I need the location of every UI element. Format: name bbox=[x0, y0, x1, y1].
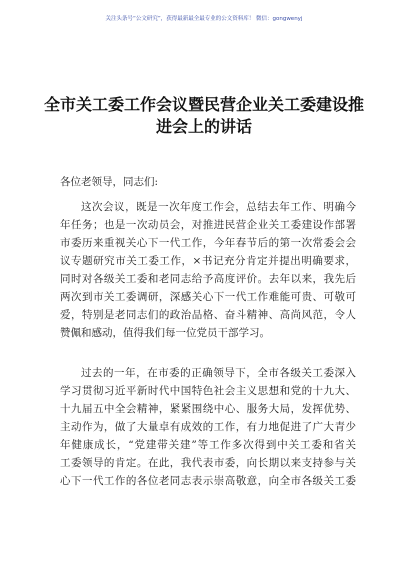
paragraph-line: 学习贯彻习近平新时代中国特色社会主义思想和党的十九大、 bbox=[60, 385, 356, 397]
paragraph-2 bbox=[60, 364, 356, 490]
paragraph-line: 市委历来重视关心下一代工作，今年春节后的第一次常委会会 bbox=[60, 237, 356, 249]
paragraph-line: 两次到市关工委调研，深感关心下一代工作难能可贵、可敬可 bbox=[60, 291, 356, 303]
title-line: 全市关工委工作会议暨民营企业关工委建设推 bbox=[43, 95, 364, 114]
title-line: 进会上的讲话 bbox=[155, 117, 252, 136]
paragraph-line: 同时对各级关工委和老同志给予高度评价。去年以来，我先后 bbox=[60, 273, 356, 285]
paragraph-line: 主动作为，做了大量卓有成效的工作，有力地促进了广大青少 bbox=[60, 421, 356, 433]
paragraph-1 bbox=[60, 198, 356, 342]
salutation: 各位老领导，同志们: bbox=[60, 176, 159, 188]
paragraph-line: 议专题研究市关工委工作，×书记充分肯定并提出明确要求， bbox=[60, 255, 356, 267]
header-notice: 关注头条号“公文研究”，获得最新最全最专业的公文资料库！ 微信：gongwenyj bbox=[105, 16, 303, 22]
paragraph-line: 工委领导的肯定。在此，我代表市委，向长期以来支持参与关 bbox=[60, 457, 356, 469]
document-title bbox=[40, 94, 368, 138]
paragraph-line: 年任务；也是一次动员会，对推进民营企业关工委建设作部署 bbox=[60, 219, 356, 231]
paragraph-line: 过去的一年，在市委的正确领导下，全市各级关工委深入 bbox=[81, 367, 356, 379]
paragraph-line: 爱，特别是老同志们的政治品格、奋斗精神、高尚风范，令人 bbox=[60, 309, 356, 321]
paragraph-line: 这次会议，既是一次年度工作会，总结去年工作、明确今 bbox=[81, 201, 356, 213]
paragraph-line: 十九届五中全会精神，紧紧围绕中心、服务大局，发挥优势、 bbox=[60, 403, 356, 415]
paragraph-line: 心下一代工作的各位老同志表示崇高敬意，向全市各级关工委 bbox=[60, 475, 356, 487]
paragraph-line: 年健康成长，“党建带关建”等工作多次得到中关工委和省关 bbox=[60, 439, 356, 451]
paragraph-line: 赞佩和感动，值得我们每一位党员干部学习。 bbox=[60, 327, 270, 339]
